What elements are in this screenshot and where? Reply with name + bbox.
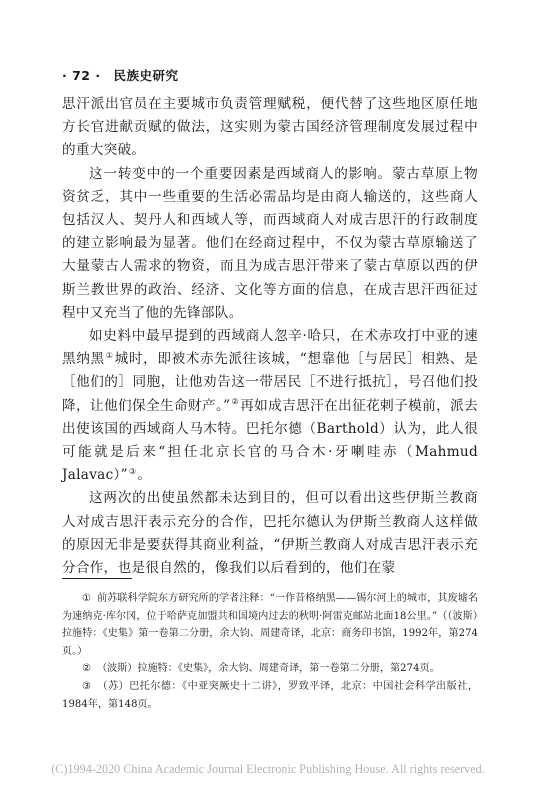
footnote-ref-3[interactable]: ③ [128, 466, 137, 476]
footnotes [62, 590, 478, 713]
footnote-separator [62, 578, 132, 579]
paragraph-missions: 这两次的出使虽然都未达到目的，但可以看出这些伊斯兰教商人对成吉思汗表示充分的合作，巴托尔德认为伊斯兰教商人这样做的原因无非是要获得其商业利益，“伊斯兰教商人对成吉思汗表示充分合作，也是很自然的，像我们以后看到的，他们在蒙 [62, 490, 478, 577]
page-number: · 72 · [62, 68, 101, 83]
paragraph-merchants-influence: 这一转变中的一个重要因素是西域商人的影响。蒙古草原上物资贫乏，其中一些重要的生活必需品均是由商人输送的，这些商人包括汉人、契丹人和西域人等，而西域商人对成吉思汗的行政制度的建立影响最为显著。他们在经商过程中，不仅为蒙古草原输送了大量蒙古人需求的物资，而且为成吉思汗带来了蒙古草原以西的伊斯兰教世界的政治、经济、文化等方面的信息，在成吉思汗西征过程中又充当了他的先锋部队。 [62, 165, 478, 321]
footnote-marker: ② [82, 663, 92, 675]
main-text [62, 93, 478, 580]
footnote-2 [62, 660, 478, 678]
footnote-text: （波斯）拉施特：《史集》，余大钧、周建奇译，第一卷第二分册，第274页。 [97, 663, 440, 675]
footnote-text: （苏）巴托尔德：《中亚突厥史十二讲》，罗致平译，北京：中国社会科学出版社，1984年，第148页。 [62, 680, 478, 710]
paragraph-text: 如史料中最早提到的西域商人忽辛·哈只，在术赤攻打中亚的速黑纳黑 [62, 328, 478, 368]
paragraph-text: 城时，即被术赤先派往该城，“想靠他［与居民］相熟、是［他们的］同胞，让他劝告这一带居民［不进行抵抗］，号召他们投降，让他们保全生命财产。” [62, 351, 478, 414]
running-header [62, 66, 482, 84]
paragraph-text: 。 [137, 467, 152, 484]
footnote-text: 前苏联科学院东方研究所的学者注释：“一作昔格纳黑——锡尔河上的城市，其废墟名为速纳克·库尔冈，位于哈萨克加盟共和国境内过去的秋明·阿雷克邮站北面18公里。”（（波斯）拉施特：《史集》第一卷第二分册，余大钧、周建奇译，北京：商务印书馆，1992年，第274页。） [62, 593, 478, 657]
paragraph-text: 再如成吉思汗在出征花剌子模前，派去出使该国的西域商人马木特。巴托尔德（Barthold）认为，此人很可能就是后来“担任北京长官的马合木·牙喇哇赤（Mahmud Jalavac）” [62, 397, 478, 484]
footnote-marker: ① [82, 593, 92, 604]
footnote-1 [62, 590, 478, 660]
footnote-ref-2[interactable]: ② [231, 397, 240, 407]
footnote-marker: ③ [82, 680, 92, 692]
copyright-notice: (C)1994-2020 China Academic Journal Electronic Publishing House. All rights reserved. [51, 762, 485, 776]
footnote-3 [62, 678, 478, 713]
paragraph-continuation: 思汗派出官员在主要城市负责管理赋税，便代替了这些地区原任地方长官进献贡赋的做法，这实则为蒙古国经济管理制度发展过程中的重大突破。 [62, 96, 478, 159]
journal-title: 民族史研究 [113, 68, 179, 83]
paragraph-husain-hajji [62, 325, 478, 487]
footnote-ref-1[interactable]: ① [105, 350, 114, 360]
